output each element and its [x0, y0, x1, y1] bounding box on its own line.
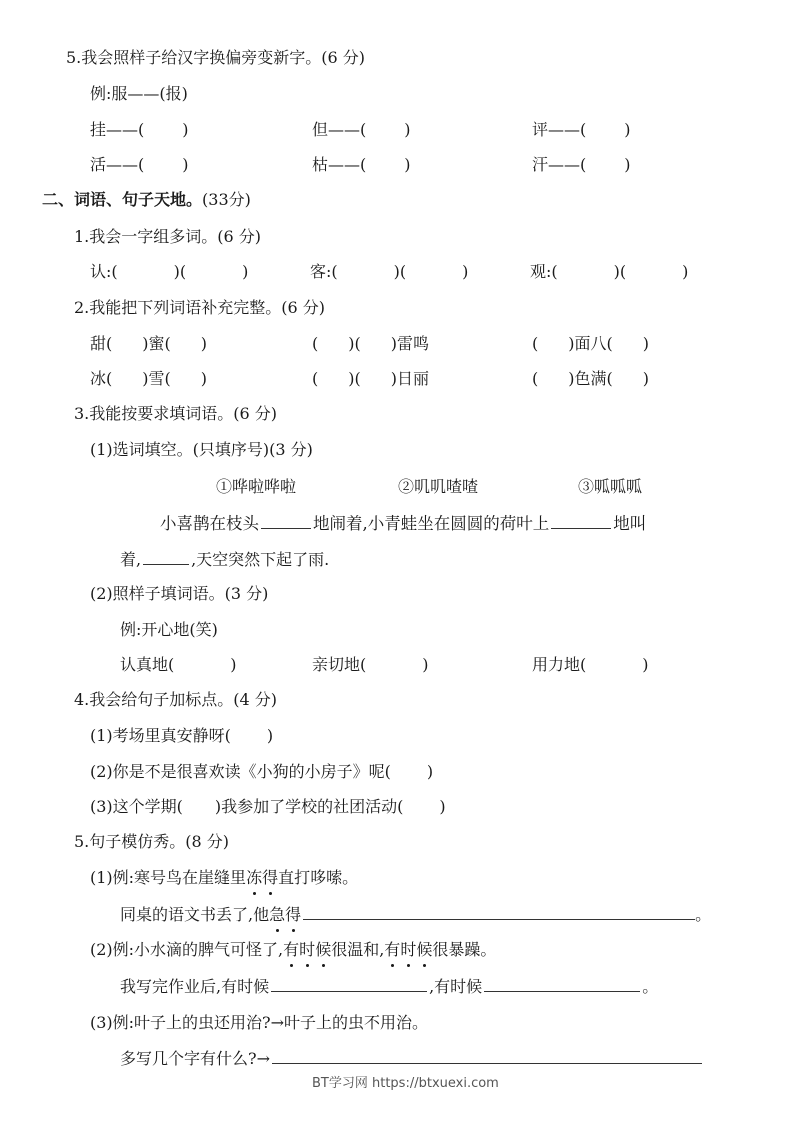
adverb-item: 用力地( ) [532, 655, 649, 674]
passage-line-2: 着, ,天空突然下起了雨. [120, 550, 330, 569]
radical-item: 评——( ) [532, 120, 631, 139]
question-5-title: 5.句子模仿秀。(8 分) [74, 832, 230, 851]
question-5-radical-title: 5.我会照样子给汉字换偏旁变新字。(6 分) [66, 48, 366, 67]
question-3-sub2-title: (2)照样子填词语。(3 分) [90, 584, 269, 603]
emphasis-dot-char: 候 [416, 940, 433, 959]
question-3-title: 3.我能按要求填词语。(6 分) [74, 404, 278, 423]
radical-item: 但——( ) [312, 120, 411, 139]
fill-blank[interactable] [261, 513, 311, 529]
sentence-1-example: (1)例:寒号鸟在崖缝里冻得直打哆嗦。 [90, 868, 359, 887]
punctuation-item: (2)你是不是很喜欢读《小狗的小房子》呢( ) [90, 762, 434, 781]
radical-char: 枯 [312, 155, 329, 174]
adverb-item: 认真地( ) [120, 655, 237, 674]
radical-item: 枯——( ) [312, 155, 411, 174]
question-3-sub2-example: 例:开心地(笑) [120, 620, 218, 639]
emphasis-dot-char: 有 [283, 940, 300, 959]
question-1-title: 1.我会一字组多词。(6 分) [74, 227, 262, 246]
emphasis-dot-char: 候 [315, 940, 332, 959]
fill-line[interactable] [303, 904, 695, 920]
word-group-item: 客:( )( ) [310, 262, 469, 281]
passage-line-1: 小喜鹊在枝头 地闹着,小青蛙坐在圆圆的荷叶上 地叫 [160, 514, 647, 533]
emphasis-dot-char: 冻 [246, 868, 263, 887]
sentence-3-example: (3)例:叶子上的虫还用治?→叶子上的虫不用治。 [90, 1013, 429, 1032]
sentence-3-answer: 多写几个字有什么?→ [120, 1048, 702, 1069]
section-score: (33分) [202, 190, 251, 209]
section-heading [42, 190, 251, 210]
idiom-item: ( )( )日丽 [312, 369, 429, 388]
sentence-1-answer: 同桌的语文书丢了,他急得 。 [120, 905, 712, 924]
sentence-2-answer: 我写完作业后,有时候 ,有时候 。 [120, 977, 659, 996]
radical-item: 汗——( ) [532, 155, 631, 174]
emphasis-dot-char: 有 [384, 940, 401, 959]
radical-char: 评 [532, 120, 549, 139]
punctuation-item: (3)这个学期( )我参加了学校的社团活动( ) [90, 797, 446, 816]
adverb-item: 亲切地( ) [312, 655, 429, 674]
word-group-item: 认:( )( ) [90, 262, 249, 281]
radical-item: 挂——( ) [90, 120, 189, 139]
word-group-item: 观:( )( ) [530, 262, 689, 281]
idiom-item: 甜( )蜜( ) [90, 334, 207, 353]
radical-item: 活——( ) [90, 155, 189, 174]
sentence-2-example: (2)例:小水滴的脾气可怪了,有时候很温和,有时候很暴躁。 [90, 940, 497, 959]
emphasis-dot-char: 时 [299, 940, 316, 959]
option-1: ①哗啦哗啦 [216, 477, 297, 496]
fill-line[interactable] [484, 976, 640, 992]
question-5-example: 例:服——(报) [90, 84, 188, 103]
idiom-item: ( )色满( ) [532, 369, 649, 388]
idiom-item: ( )( )雷鸣 [312, 334, 429, 353]
emphasis-dot-char: 时 [400, 940, 417, 959]
idiom-item: ( )面八( ) [532, 334, 649, 353]
fill-line[interactable] [271, 976, 427, 992]
fill-blank[interactable] [143, 549, 189, 565]
question-3-sub1-title: (1)选词填空。(只填序号)(3 分) [90, 440, 313, 459]
emphasis-dot-char: 得 [285, 905, 302, 924]
emphasis-dot-char: 得 [262, 868, 279, 887]
section-title: 二、词语、句子天地。 [42, 190, 203, 209]
fill-blank[interactable] [551, 513, 611, 529]
watermark: BT学习网 https://btxuexi.com [312, 1076, 499, 1091]
radical-char: 挂 [90, 120, 107, 139]
radical-char: 汗 [532, 155, 549, 174]
radical-char: 但 [312, 120, 329, 139]
option-2: ②叽叽喳喳 [398, 477, 479, 496]
option-3: ③呱呱呱 [578, 477, 643, 496]
emphasis-dot-char: 急 [269, 905, 286, 924]
idiom-item: 冰( )雪( ) [90, 369, 207, 388]
question-2-title: 2.我能把下列词语补充完整。(6 分) [74, 298, 326, 317]
radical-char: 活 [90, 155, 107, 174]
question-4-title: 4.我会给句子加标点。(4 分) [74, 690, 278, 709]
punctuation-item: (1)考场里真安静呀( ) [90, 726, 274, 745]
fill-line[interactable] [272, 1048, 702, 1064]
